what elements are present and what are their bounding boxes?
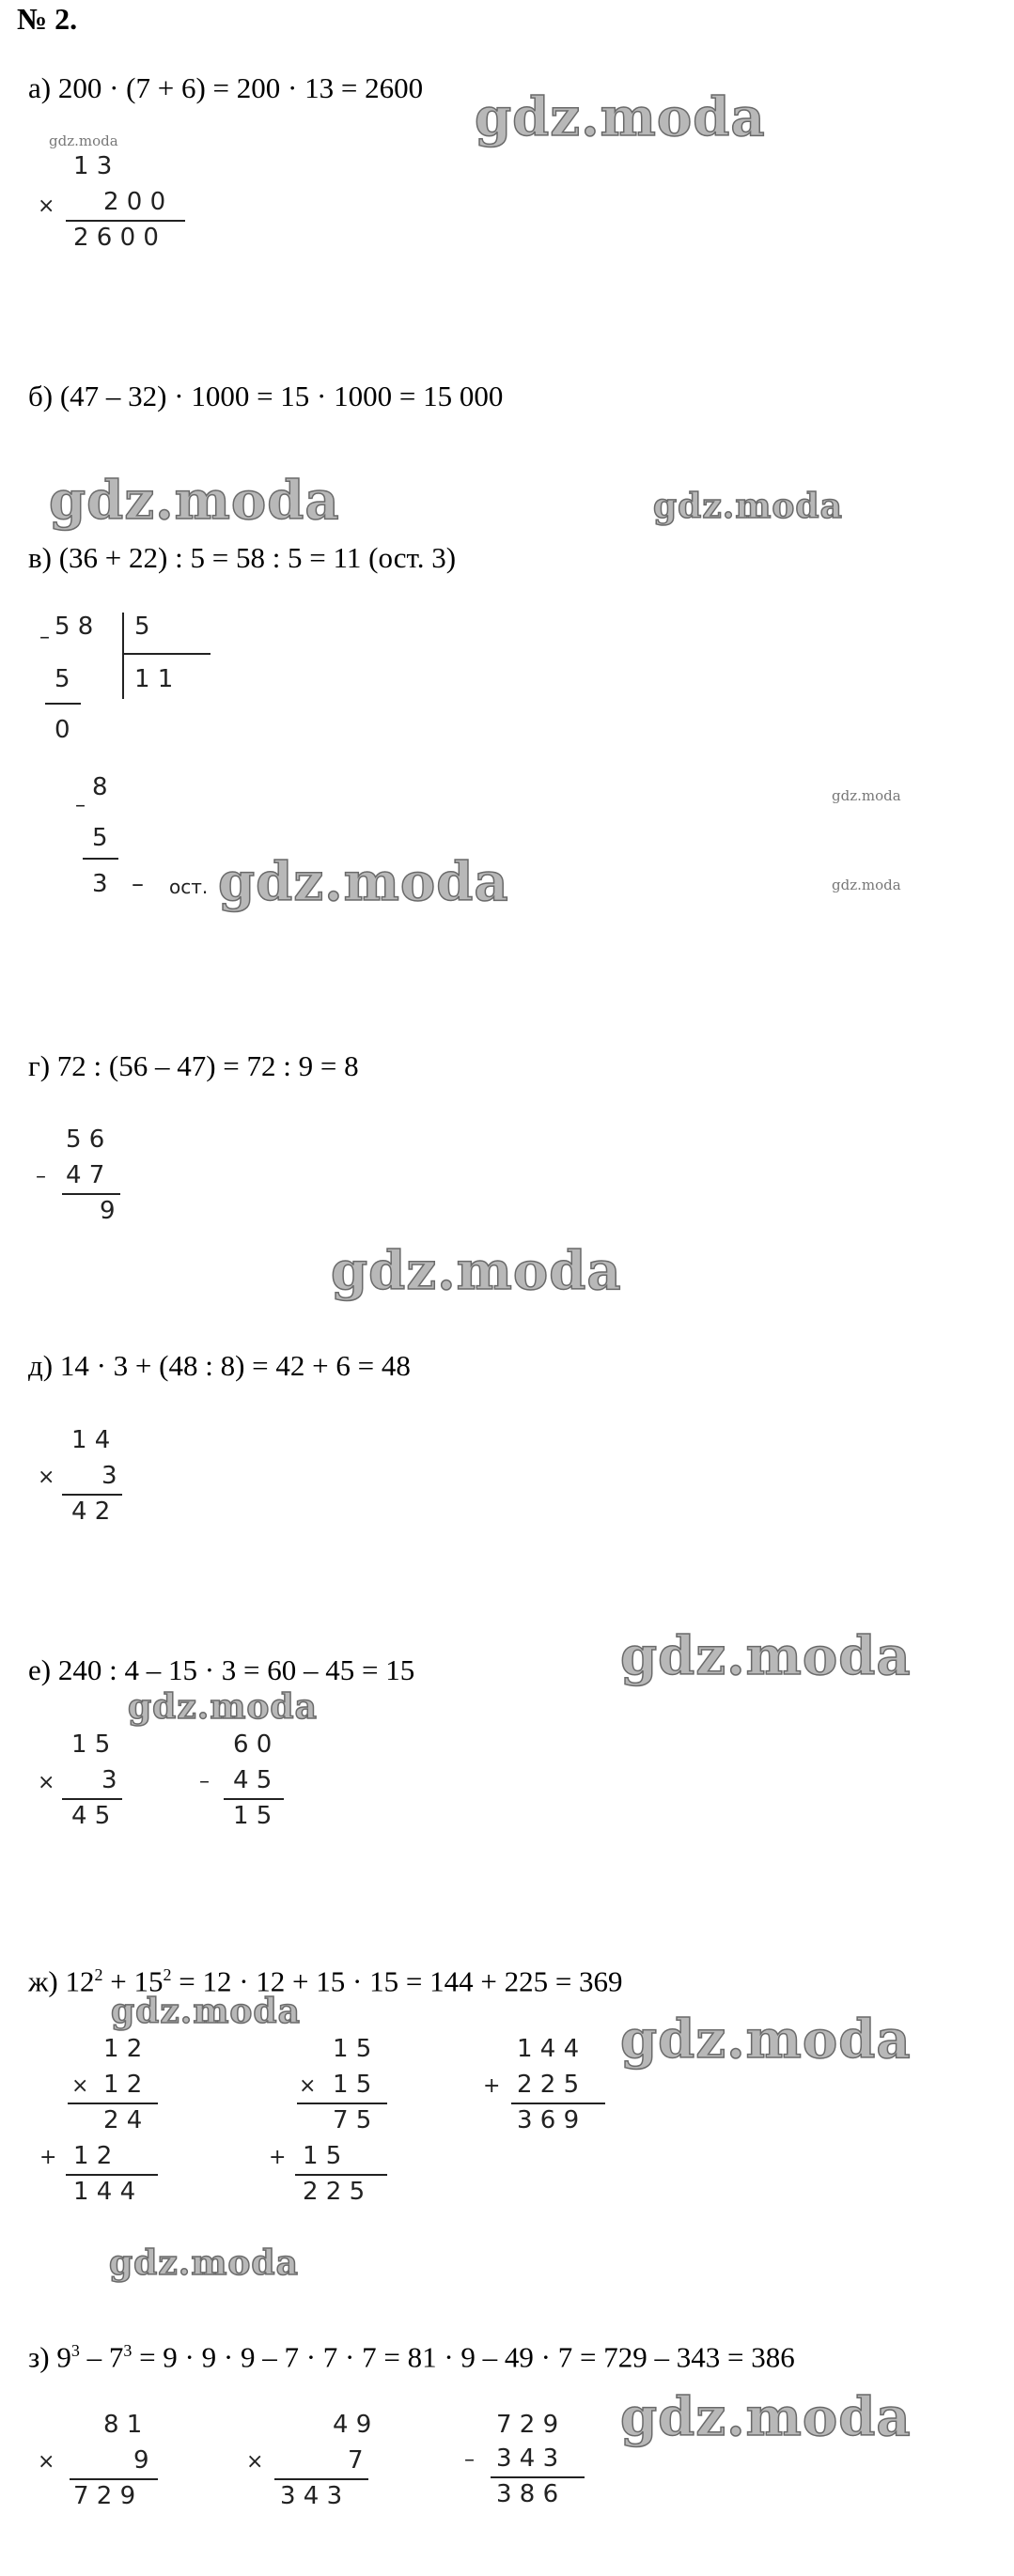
division-bar <box>122 613 124 699</box>
operand-top: 1 3 <box>73 152 113 180</box>
rule <box>62 1193 120 1195</box>
item-label: е) <box>28 1653 52 1686</box>
operand-top: 1 5 <box>71 1730 111 1759</box>
divisor: 5 <box>134 613 150 641</box>
quotient: 1 1 <box>134 665 174 693</box>
watermark: gdz.moda <box>128 1687 318 1727</box>
partial-product: 1 5 <box>303 2142 342 2170</box>
divisor-rule <box>122 653 211 655</box>
power-base: 15 <box>133 1964 164 1998</box>
watermark: gdz.moda <box>620 1625 912 1687</box>
operator: + <box>110 1964 127 1998</box>
subtrahend: 5 <box>55 665 70 693</box>
result: 2 2 5 <box>303 2178 366 2206</box>
power-exponent: 3 <box>70 2341 80 2360</box>
operand-top: 1 5 <box>333 2035 372 2063</box>
operand-bottom: 3 4 3 <box>496 2444 559 2473</box>
power-base: 7 <box>108 2340 124 2374</box>
watermark: gdz.moda <box>49 470 340 532</box>
power-exponent: 3 <box>123 2341 133 2360</box>
operand-top: 1 2 <box>103 2035 143 2063</box>
operator: – <box>36 1165 46 1188</box>
operand-top: 7 2 9 <box>496 2411 559 2439</box>
operator: × <box>38 1771 55 1794</box>
operand-bottom: 3 <box>101 1462 117 1490</box>
operand-bottom: 2 2 5 <box>517 2071 580 2099</box>
item-label: а) <box>28 71 52 104</box>
item-expression: (36 + 22) : 5 = 58 : 5 = 11 (ост. 3) <box>58 541 457 574</box>
result: 2 6 0 0 <box>73 224 159 252</box>
operator: × <box>299 2074 317 2098</box>
item-expression: 200 · (7 + 6) = 200 · 13 = 2600 <box>57 71 424 104</box>
rule <box>45 703 81 705</box>
power-base: 9 <box>56 2340 71 2374</box>
item-expression: 240 : 4 – 15 · 3 = 60 – 45 = 15 <box>57 1653 415 1686</box>
item-b <box>28 380 503 413</box>
item-label: в) <box>28 541 52 574</box>
operand-bottom: 4 5 <box>233 1766 273 1794</box>
rule <box>62 1494 122 1496</box>
partial-product: 2 4 <box>103 2106 143 2134</box>
operator: – <box>75 794 86 817</box>
operand-bottom: 2 0 0 <box>103 188 166 216</box>
item-label: г) <box>28 1049 51 1082</box>
operator: × <box>38 1466 55 1489</box>
watermark: gdz.moda <box>111 1992 301 2031</box>
item-d <box>28 1349 411 1383</box>
rule <box>68 2103 158 2104</box>
watermark: gdz.moda <box>49 132 118 149</box>
watermark: gdz.moda <box>475 86 766 148</box>
item-z <box>28 2334 795 2374</box>
dash: – <box>132 870 144 898</box>
item-label: ж) <box>28 1964 58 1998</box>
watermark: gdz.moda <box>832 877 901 893</box>
operand-bottom: 1 2 <box>103 2071 143 2099</box>
operator: + <box>483 2074 501 2098</box>
item-label: д) <box>28 1349 54 1382</box>
operand-top: 4 9 <box>333 2411 372 2439</box>
item-a <box>28 71 423 105</box>
result: 4 5 <box>71 1802 111 1830</box>
operand-top: 8 1 <box>103 2411 143 2439</box>
rule <box>295 2174 387 2176</box>
remainder: 3 <box>92 870 108 898</box>
item-label: б) <box>28 380 54 412</box>
rule <box>83 858 118 860</box>
operator: × <box>246 2450 264 2474</box>
operator: × <box>38 194 55 218</box>
difference: 0 <box>55 716 70 744</box>
operand-top: 1 4 4 <box>517 2035 580 2063</box>
rule <box>274 2478 368 2480</box>
rule <box>66 220 185 222</box>
result: 3 4 3 <box>280 2482 343 2510</box>
result: 9 <box>100 1197 116 1225</box>
item-e <box>28 1653 414 1687</box>
item-expression: = 12 · 12 + 15 · 15 = 144 + 225 = 369 <box>179 1964 623 1998</box>
operand-bottom: 4 7 <box>66 1161 105 1189</box>
operand-bottom: 1 5 <box>333 2071 372 2099</box>
result: 7 2 9 <box>73 2482 136 2510</box>
remainder-note: ост. <box>169 876 209 898</box>
item-expression: = 9 · 9 · 9 – 7 · 7 · 7 = 81 · 9 – 49 · 7 = 729 – 343 = 386 <box>139 2340 795 2374</box>
watermark: gdz.moda <box>331 1240 622 1302</box>
operator: – <box>86 2340 102 2374</box>
operand-top: 1 4 <box>71 1426 111 1454</box>
operator: – <box>39 626 50 649</box>
power-exponent: 2 <box>163 1965 172 1984</box>
rule <box>297 2103 387 2104</box>
dividend: 5 8 <box>55 613 94 641</box>
power-base: 12 <box>65 1964 95 1998</box>
result: 3 6 9 <box>517 2106 580 2134</box>
operator: × <box>38 2450 55 2474</box>
watermark: gdz.moda <box>218 851 509 913</box>
item-g <box>28 1049 359 1083</box>
power-exponent: 2 <box>94 1965 103 1984</box>
watermark: gdz.moda <box>109 2243 299 2283</box>
operand-top: 6 0 <box>233 1730 273 1759</box>
result: 4 2 <box>71 1497 111 1526</box>
page-title: № 2. <box>17 2 78 36</box>
item-v <box>28 541 456 575</box>
partial-product: 1 2 <box>73 2142 113 2170</box>
rule <box>491 2476 585 2478</box>
next-digit: 8 <box>92 773 108 801</box>
rule <box>224 1798 284 1800</box>
operator: – <box>464 2448 475 2472</box>
result: 1 5 <box>233 1802 273 1830</box>
subtrahend: 5 <box>92 824 108 852</box>
operator: – <box>199 1770 210 1793</box>
operand-bottom: 9 <box>133 2446 149 2475</box>
watermark: gdz.moda <box>620 2386 912 2448</box>
operator: × <box>71 2074 89 2098</box>
item-expression: (47 – 32) · 1000 = 15 · 1000 = 15 000 <box>59 380 504 412</box>
rule <box>70 2478 158 2480</box>
partial-product: 7 5 <box>333 2106 372 2134</box>
rule <box>511 2103 605 2104</box>
result: 1 4 4 <box>73 2178 136 2206</box>
item-label: з) <box>28 2340 50 2374</box>
watermark: gdz.moda <box>653 487 843 526</box>
rule <box>66 2174 158 2176</box>
operand-top: 5 6 <box>66 1125 105 1154</box>
item-expression: 72 : (56 – 47) = 72 : 9 = 8 <box>56 1049 359 1082</box>
watermark: gdz.moda <box>620 2009 912 2071</box>
operator: + <box>269 2146 287 2169</box>
operand-bottom: 7 <box>348 2446 364 2475</box>
result: 3 8 6 <box>496 2480 559 2508</box>
watermark: gdz.moda <box>832 787 901 804</box>
item-expression: 14 · 3 + (48 : 8) = 42 + 6 = 48 <box>59 1349 411 1382</box>
operator: + <box>39 2146 57 2169</box>
operand-bottom: 3 <box>101 1766 117 1794</box>
rule <box>62 1798 122 1800</box>
